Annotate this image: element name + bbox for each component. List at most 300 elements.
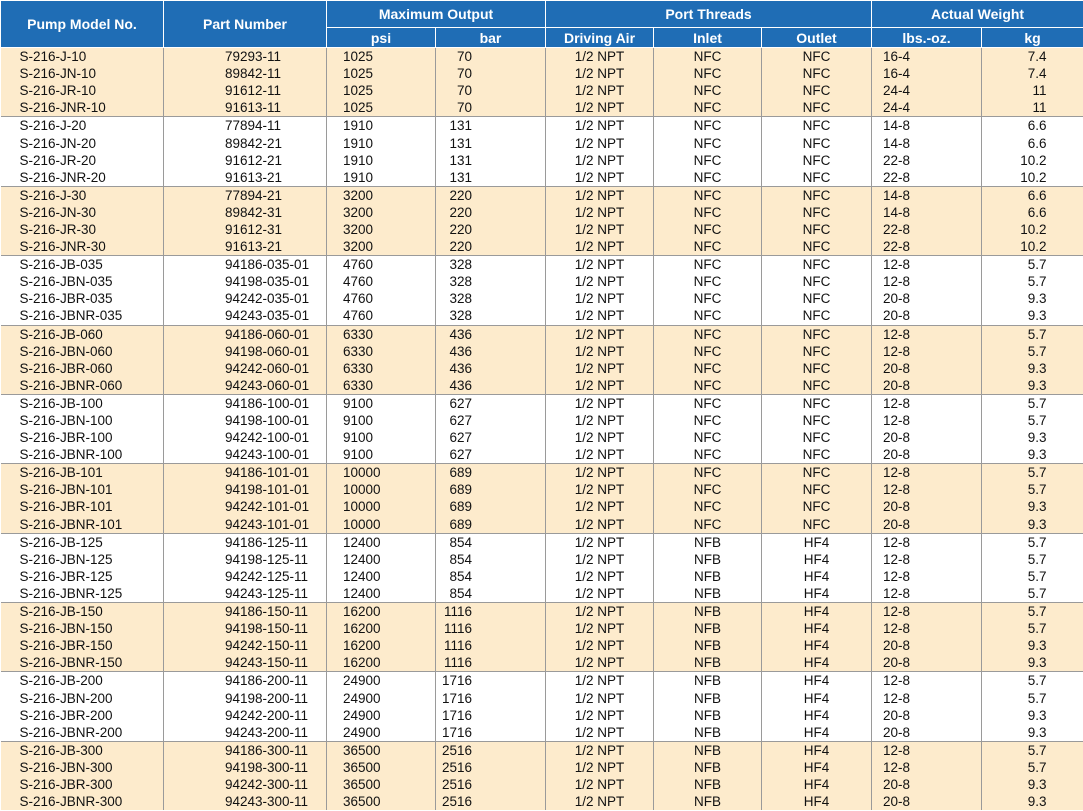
table-row <box>1 290 1083 307</box>
table-row <box>1 360 1083 377</box>
psi-cell: 12400 <box>327 551 436 568</box>
part-number-cell: 79293-11 <box>164 48 327 66</box>
outlet-cell: NFC <box>762 429 872 446</box>
kg-cell: 5.7 <box>982 759 1083 776</box>
part-number-cell: 94242-125-11 <box>164 568 327 585</box>
pump-model-cell: S-216-JBN-060 <box>1 343 164 360</box>
pump-model-cell: S-216-JR-30 <box>1 221 164 238</box>
pump-model-cell: S-216-JR-10 <box>1 82 164 99</box>
table-row <box>1 343 1083 360</box>
driving-air-cell: 1/2 NPT <box>546 256 654 274</box>
kg-cell: 10.2 <box>982 169 1083 187</box>
outlet-cell: NFC <box>762 360 872 377</box>
kg-cell: 6.6 <box>982 186 1083 204</box>
outlet-cell: HF4 <box>762 551 872 568</box>
part-number-cell: 94198-150-11 <box>164 620 327 637</box>
part-number-cell: 94243-100-01 <box>164 446 327 464</box>
bar-cell: 1116 <box>436 654 546 672</box>
inlet-cell: NFC <box>654 273 762 290</box>
outlet-cell: NFC <box>762 117 872 135</box>
psi-cell: 6330 <box>327 377 436 395</box>
pump-model-cell: S-216-JBNR-200 <box>1 724 164 742</box>
psi-cell: 24900 <box>327 689 436 706</box>
part-number-cell: 94243-150-11 <box>164 654 327 672</box>
psi-cell: 9100 <box>327 429 436 446</box>
driving-air-cell: 1/2 NPT <box>546 637 654 654</box>
part-number-cell: 89842-11 <box>164 65 327 82</box>
psi-cell: 16200 <box>327 603 436 621</box>
kg-cell: 6.6 <box>982 204 1083 221</box>
lbs-oz-cell: 20-8 <box>872 360 982 377</box>
psi-cell: 4760 <box>327 256 436 274</box>
table-row <box>1 169 1083 187</box>
part-number-cell: 91613-11 <box>164 99 327 117</box>
pump-model-cell: S-216-JN-30 <box>1 204 164 221</box>
bar-cell: 627 <box>436 446 546 464</box>
part-number-cell: 94186-125-11 <box>164 533 327 551</box>
lbs-oz-cell: 12-8 <box>872 273 982 290</box>
inlet-cell: NFC <box>654 117 762 135</box>
bar-cell: 220 <box>436 204 546 221</box>
psi-cell: 36500 <box>327 776 436 793</box>
inlet-cell: NFB <box>654 793 762 810</box>
kg-cell: 5.7 <box>982 273 1083 290</box>
lbs-oz-cell: 12-8 <box>872 551 982 568</box>
driving-air-cell: 1/2 NPT <box>546 793 654 810</box>
inlet-cell: NFB <box>654 741 762 759</box>
kg-cell: 11 <box>982 82 1083 99</box>
pump-model-cell: S-216-JBNR-100 <box>1 446 164 464</box>
pump-model-cell: S-216-JBR-101 <box>1 498 164 515</box>
driving-air-cell: 1/2 NPT <box>546 672 654 690</box>
kg-cell: 9.3 <box>982 793 1083 810</box>
pump-model-cell: S-216-JB-125 <box>1 533 164 551</box>
kg-cell: 9.3 <box>982 360 1083 377</box>
table-row <box>1 429 1083 446</box>
driving-air-cell: 1/2 NPT <box>546 412 654 429</box>
psi-cell: 10000 <box>327 464 436 482</box>
lbs-oz-cell: 20-8 <box>872 446 982 464</box>
outlet-cell: NFC <box>762 204 872 221</box>
part-number-cell: 94242-101-01 <box>164 498 327 515</box>
part-number-cell: 89842-31 <box>164 204 327 221</box>
psi-cell: 6330 <box>327 343 436 360</box>
pump-model-cell: S-216-JNR-20 <box>1 169 164 187</box>
table-row <box>1 99 1083 117</box>
table-row <box>1 776 1083 793</box>
part-number-cell: 94243-125-11 <box>164 585 327 603</box>
inlet-cell: NFB <box>654 654 762 672</box>
pump-model-cell: S-216-JBNR-150 <box>1 654 164 672</box>
inlet-cell: NFC <box>654 481 762 498</box>
psi-cell: 9100 <box>327 412 436 429</box>
lbs-oz-cell: 12-8 <box>872 533 982 551</box>
psi-cell: 36500 <box>327 759 436 776</box>
part-number-cell: 91612-11 <box>164 82 327 99</box>
outlet-cell: NFC <box>762 256 872 274</box>
psi-cell: 24900 <box>327 724 436 742</box>
inlet-cell: NFC <box>654 290 762 307</box>
pump-model-cell: S-216-JBR-200 <box>1 707 164 724</box>
driving-air-cell: 1/2 NPT <box>546 568 654 585</box>
header-port-threads: Port Threads <box>546 1 872 28</box>
table-row <box>1 672 1083 690</box>
part-number-cell: 89842-21 <box>164 134 327 151</box>
psi-cell: 3200 <box>327 186 436 204</box>
part-number-cell: 94186-300-11 <box>164 741 327 759</box>
pump-model-cell: S-216-JB-300 <box>1 741 164 759</box>
driving-air-cell: 1/2 NPT <box>546 48 654 66</box>
kg-cell: 5.7 <box>982 603 1083 621</box>
driving-air-cell: 1/2 NPT <box>546 516 654 534</box>
outlet-cell: HF4 <box>762 620 872 637</box>
bar-cell: 328 <box>436 307 546 325</box>
psi-cell: 6330 <box>327 325 436 343</box>
lbs-oz-cell: 12-8 <box>872 672 982 690</box>
pump-model-cell: S-216-JNR-10 <box>1 99 164 117</box>
table-row <box>1 307 1083 325</box>
bar-cell: 689 <box>436 464 546 482</box>
pump-model-cell: S-216-JBN-035 <box>1 273 164 290</box>
psi-cell: 12400 <box>327 585 436 603</box>
outlet-cell: NFC <box>762 343 872 360</box>
psi-cell: 16200 <box>327 620 436 637</box>
lbs-oz-cell: 12-8 <box>872 394 982 412</box>
kg-cell: 9.3 <box>982 637 1083 654</box>
pump-model-cell: S-216-JBN-125 <box>1 551 164 568</box>
driving-air-cell: 1/2 NPT <box>546 377 654 395</box>
pump-model-cell: S-216-JB-200 <box>1 672 164 690</box>
part-number-cell: 94198-125-11 <box>164 551 327 568</box>
lbs-oz-cell: 12-8 <box>872 568 982 585</box>
outlet-cell: HF4 <box>762 533 872 551</box>
part-number-cell: 94243-060-01 <box>164 377 327 395</box>
bar-cell: 2516 <box>436 776 546 793</box>
lbs-oz-cell: 20-8 <box>872 637 982 654</box>
outlet-cell: NFC <box>762 412 872 429</box>
driving-air-cell: 1/2 NPT <box>546 603 654 621</box>
kg-cell: 5.7 <box>982 343 1083 360</box>
part-number-cell: 91613-21 <box>164 238 327 256</box>
lbs-oz-cell: 12-8 <box>872 481 982 498</box>
table-row <box>1 481 1083 498</box>
outlet-cell: NFC <box>762 48 872 66</box>
part-number-cell: 94186-100-01 <box>164 394 327 412</box>
pump-model-cell: S-216-JBN-150 <box>1 620 164 637</box>
kg-cell: 9.3 <box>982 498 1083 515</box>
outlet-cell: NFC <box>762 273 872 290</box>
psi-cell: 16200 <box>327 654 436 672</box>
lbs-oz-cell: 16-4 <box>872 65 982 82</box>
header-kg: kg <box>982 28 1083 48</box>
pump-model-cell: S-216-JBN-300 <box>1 759 164 776</box>
kg-cell: 5.7 <box>982 568 1083 585</box>
driving-air-cell: 1/2 NPT <box>546 307 654 325</box>
kg-cell: 5.7 <box>982 741 1083 759</box>
bar-cell: 2516 <box>436 759 546 776</box>
inlet-cell: NFC <box>654 169 762 187</box>
lbs-oz-cell: 12-8 <box>872 256 982 274</box>
part-number-cell: 94243-200-11 <box>164 724 327 742</box>
driving-air-cell: 1/2 NPT <box>546 551 654 568</box>
inlet-cell: NFC <box>654 307 762 325</box>
part-number-cell: 94243-101-01 <box>164 516 327 534</box>
kg-cell: 5.7 <box>982 672 1083 690</box>
inlet-cell: NFB <box>654 603 762 621</box>
table-row <box>1 48 1083 66</box>
lbs-oz-cell: 20-8 <box>872 498 982 515</box>
psi-cell: 3200 <box>327 204 436 221</box>
bar-cell: 689 <box>436 481 546 498</box>
bar-cell: 854 <box>436 568 546 585</box>
part-number-cell: 94198-200-11 <box>164 689 327 706</box>
outlet-cell: HF4 <box>762 603 872 621</box>
outlet-cell: NFC <box>762 307 872 325</box>
driving-air-cell: 1/2 NPT <box>546 689 654 706</box>
pump-model-cell: S-216-JBN-100 <box>1 412 164 429</box>
table-body <box>1 48 1083 811</box>
psi-cell: 9100 <box>327 394 436 412</box>
part-number-cell: 94198-300-11 <box>164 759 327 776</box>
lbs-oz-cell: 12-8 <box>872 343 982 360</box>
outlet-cell: NFC <box>762 481 872 498</box>
psi-cell: 1025 <box>327 65 436 82</box>
kg-cell: 6.6 <box>982 117 1083 135</box>
table-row <box>1 741 1083 759</box>
kg-cell: 5.7 <box>982 689 1083 706</box>
pump-model-cell: S-216-JN-20 <box>1 134 164 151</box>
psi-cell: 1910 <box>327 169 436 187</box>
kg-cell: 9.3 <box>982 429 1083 446</box>
bar-cell: 1716 <box>436 724 546 742</box>
inlet-cell: NFB <box>654 776 762 793</box>
bar-cell: 1716 <box>436 689 546 706</box>
pump-model-cell: S-216-JBNR-035 <box>1 307 164 325</box>
inlet-cell: NFC <box>654 99 762 117</box>
outlet-cell: HF4 <box>762 689 872 706</box>
inlet-cell: NFC <box>654 377 762 395</box>
kg-cell: 9.3 <box>982 707 1083 724</box>
header-psi: psi <box>327 28 436 48</box>
lbs-oz-cell: 12-8 <box>872 325 982 343</box>
table-row <box>1 186 1083 204</box>
psi-cell: 36500 <box>327 741 436 759</box>
table-row <box>1 498 1083 515</box>
inlet-cell: NFC <box>654 48 762 66</box>
psi-cell: 10000 <box>327 516 436 534</box>
table-row <box>1 585 1083 603</box>
lbs-oz-cell: 22-8 <box>872 169 982 187</box>
lbs-oz-cell: 20-8 <box>872 776 982 793</box>
pump-model-cell: S-216-JBNR-101 <box>1 516 164 534</box>
outlet-cell: NFC <box>762 464 872 482</box>
psi-cell: 6330 <box>327 360 436 377</box>
bar-cell: 220 <box>436 221 546 238</box>
outlet-cell: NFC <box>762 82 872 99</box>
inlet-cell: NFB <box>654 724 762 742</box>
pump-model-cell: S-216-JB-101 <box>1 464 164 482</box>
inlet-cell: NFB <box>654 585 762 603</box>
bar-cell: 1116 <box>436 637 546 654</box>
outlet-cell: HF4 <box>762 654 872 672</box>
inlet-cell: NFC <box>654 82 762 99</box>
lbs-oz-cell: 24-4 <box>872 99 982 117</box>
psi-cell: 1025 <box>327 99 436 117</box>
driving-air-cell: 1/2 NPT <box>546 498 654 515</box>
outlet-cell: HF4 <box>762 793 872 810</box>
inlet-cell: NFC <box>654 498 762 515</box>
lbs-oz-cell: 20-8 <box>872 290 982 307</box>
driving-air-cell: 1/2 NPT <box>546 360 654 377</box>
inlet-cell: NFB <box>654 533 762 551</box>
part-number-cell: 94198-101-01 <box>164 481 327 498</box>
table-row <box>1 238 1083 256</box>
pump-model-cell: S-216-JBR-300 <box>1 776 164 793</box>
bar-cell: 854 <box>436 533 546 551</box>
pump-model-cell: S-216-JB-150 <box>1 603 164 621</box>
bar-cell: 131 <box>436 169 546 187</box>
kg-cell: 10.2 <box>982 221 1083 238</box>
bar-cell: 70 <box>436 82 546 99</box>
part-number-cell: 94186-200-11 <box>164 672 327 690</box>
inlet-cell: NFC <box>654 412 762 429</box>
bar-cell: 1116 <box>436 620 546 637</box>
pump-model-cell: S-216-JBN-200 <box>1 689 164 706</box>
pump-model-cell: S-216-JBNR-060 <box>1 377 164 395</box>
bar-cell: 2516 <box>436 741 546 759</box>
driving-air-cell: 1/2 NPT <box>546 65 654 82</box>
bar-cell: 627 <box>436 394 546 412</box>
lbs-oz-cell: 20-8 <box>872 307 982 325</box>
pump-model-cell: S-216-JBR-035 <box>1 290 164 307</box>
table-row <box>1 412 1083 429</box>
driving-air-cell: 1/2 NPT <box>546 99 654 117</box>
table-row <box>1 620 1083 637</box>
outlet-cell: NFC <box>762 221 872 238</box>
outlet-cell: NFC <box>762 134 872 151</box>
lbs-oz-cell: 12-8 <box>872 464 982 482</box>
inlet-cell: NFB <box>654 759 762 776</box>
inlet-cell: NFC <box>654 152 762 169</box>
pump-model-cell: S-216-JB-100 <box>1 394 164 412</box>
driving-air-cell: 1/2 NPT <box>546 707 654 724</box>
lbs-oz-cell: 20-8 <box>872 793 982 810</box>
table-row <box>1 637 1083 654</box>
driving-air-cell: 1/2 NPT <box>546 221 654 238</box>
kg-cell: 5.7 <box>982 533 1083 551</box>
outlet-cell: HF4 <box>762 776 872 793</box>
driving-air-cell: 1/2 NPT <box>546 724 654 742</box>
kg-cell: 5.7 <box>982 551 1083 568</box>
table-row <box>1 707 1083 724</box>
lbs-oz-cell: 14-8 <box>872 204 982 221</box>
lbs-oz-cell: 22-8 <box>872 221 982 238</box>
outlet-cell: HF4 <box>762 637 872 654</box>
outlet-cell: NFC <box>762 377 872 395</box>
driving-air-cell: 1/2 NPT <box>546 82 654 99</box>
pump-model-cell: S-216-JB-035 <box>1 256 164 274</box>
header-lbs-oz: lbs.-oz. <box>872 28 982 48</box>
inlet-cell: NFC <box>654 65 762 82</box>
table-row <box>1 65 1083 82</box>
inlet-cell: NFB <box>654 620 762 637</box>
lbs-oz-cell: 22-8 <box>872 152 982 169</box>
kg-cell: 9.3 <box>982 377 1083 395</box>
lbs-oz-cell: 20-8 <box>872 429 982 446</box>
table-row <box>1 273 1083 290</box>
driving-air-cell: 1/2 NPT <box>546 134 654 151</box>
inlet-cell: NFB <box>654 637 762 654</box>
header-part-number: Part Number <box>164 1 327 48</box>
table-row <box>1 82 1083 99</box>
outlet-cell: HF4 <box>762 707 872 724</box>
table-row <box>1 568 1083 585</box>
table-row <box>1 759 1083 776</box>
table-row <box>1 152 1083 169</box>
kg-cell: 5.7 <box>982 620 1083 637</box>
bar-cell: 328 <box>436 256 546 274</box>
inlet-cell: NFC <box>654 325 762 343</box>
inlet-cell: NFC <box>654 360 762 377</box>
lbs-oz-cell: 24-4 <box>872 82 982 99</box>
pump-model-cell: S-216-JBN-101 <box>1 481 164 498</box>
part-number-cell: 77894-21 <box>164 186 327 204</box>
driving-air-cell: 1/2 NPT <box>546 654 654 672</box>
kg-cell: 11 <box>982 99 1083 117</box>
part-number-cell: 94242-150-11 <box>164 637 327 654</box>
kg-cell: 5.7 <box>982 585 1083 603</box>
inlet-cell: NFC <box>654 221 762 238</box>
psi-cell: 4760 <box>327 273 436 290</box>
inlet-cell: NFB <box>654 707 762 724</box>
kg-cell: 9.3 <box>982 290 1083 307</box>
inlet-cell: NFC <box>654 464 762 482</box>
part-number-cell: 94186-101-01 <box>164 464 327 482</box>
psi-cell: 3200 <box>327 221 436 238</box>
bar-cell: 854 <box>436 585 546 603</box>
driving-air-cell: 1/2 NPT <box>546 776 654 793</box>
header-maximum-output: Maximum Output <box>327 1 546 28</box>
driving-air-cell: 1/2 NPT <box>546 481 654 498</box>
outlet-cell: NFC <box>762 394 872 412</box>
driving-air-cell: 1/2 NPT <box>546 204 654 221</box>
part-number-cell: 94242-100-01 <box>164 429 327 446</box>
part-number-cell: 94198-100-01 <box>164 412 327 429</box>
inlet-cell: NFC <box>654 446 762 464</box>
part-number-cell: 94198-060-01 <box>164 343 327 360</box>
bar-cell: 328 <box>436 290 546 307</box>
part-number-cell: 94198-035-01 <box>164 273 327 290</box>
pump-model-cell: S-216-JBNR-125 <box>1 585 164 603</box>
bar-cell: 1716 <box>436 707 546 724</box>
lbs-oz-cell: 12-8 <box>872 585 982 603</box>
bar-cell: 689 <box>436 516 546 534</box>
outlet-cell: NFC <box>762 498 872 515</box>
bar-cell: 131 <box>436 134 546 151</box>
bar-cell: 436 <box>436 343 546 360</box>
table-row <box>1 689 1083 706</box>
part-number-cell: 91612-21 <box>164 152 327 169</box>
psi-cell: 4760 <box>327 307 436 325</box>
bar-cell: 627 <box>436 429 546 446</box>
outlet-cell: HF4 <box>762 672 872 690</box>
kg-cell: 9.3 <box>982 446 1083 464</box>
table-row <box>1 654 1083 672</box>
driving-air-cell: 1/2 NPT <box>546 273 654 290</box>
kg-cell: 5.7 <box>982 464 1083 482</box>
table-row <box>1 603 1083 621</box>
lbs-oz-cell: 12-8 <box>872 412 982 429</box>
